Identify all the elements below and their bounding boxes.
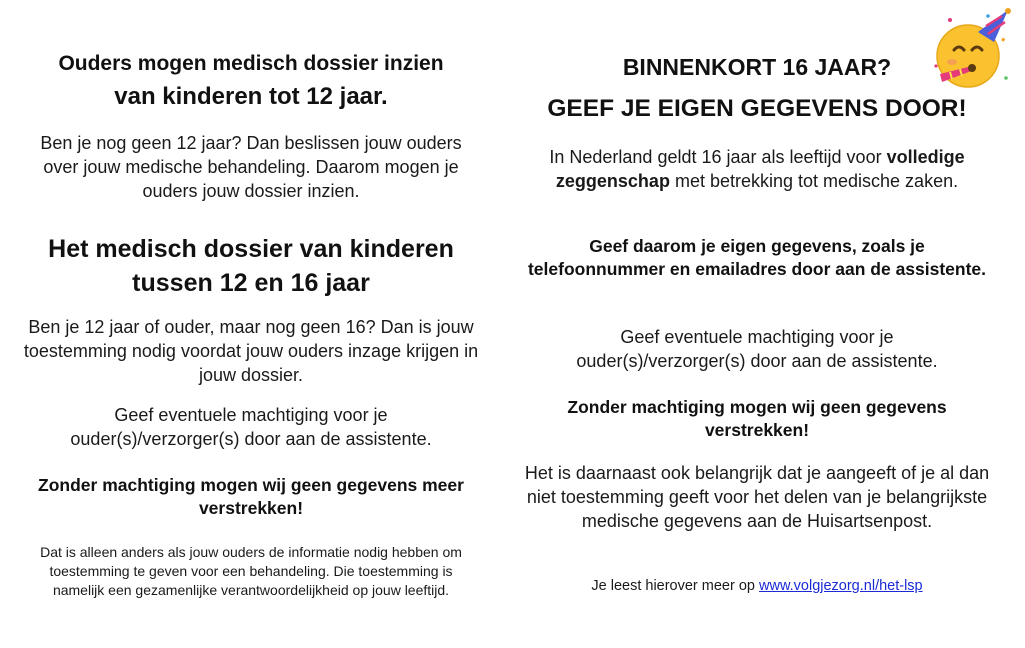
left-paragraph-2: Ben je 12 jaar of ouder, maar nog geen 16? Dan is jouw toestemming nodig voordat jouw ouders inzage krijgen in jouw dossier. [23,317,479,385]
right-bold-note: Zonder machtiging mogen wij geen gegevens verstrekken! [567,397,947,440]
left-small-note: Dat is alleen anders als jouw ouders de informatie nodig hebben om toestemming te geven voor een behandeling. Die toestemming is namelijk een gezamenlijke verantwoordelijkheid op jouw leeftijd. [40,544,462,598]
left-paragraph-3: Geef eventuele machtiging voor je ouder(s)/verzorger(s) door aan de assistente. [70,405,432,449]
right-heading-2: GEEF JE EIGEN GEGEVENS DOOR! [547,95,967,122]
right-paragraph-1-start: In Nederland geldt 16 jaar als leeftijd voor [549,147,882,167]
right-paragraph-3: Het is daarnaast ook belangrijk dat je aangeeft of je al dan niet toestemming geeft voor het delen van je belangrijkste medische gegevens aan de Huisartsenpost. [524,463,990,531]
party-face-icon [928,8,1012,92]
left-heading-1-line-1: Ouders mogen medisch dossier inzien [58,52,444,75]
left-heading-2: Het medisch dossier van kinderen tussen 12 en 16 jaar [48,235,454,297]
right-footer [512,577,1002,596]
right-paragraph-1 [512,145,1002,193]
right-heading-1: BINNENKORT 16 JAAR? [622,54,892,80]
left-bold-note: Zonder machtiging mogen wij geen gegevens meer verstrekken! [38,475,464,518]
right-bold-paragraph: Geef daarom je eigen gegevens, zoals je telefoonnummer en emailadres door aan de assistente. [527,236,987,279]
left-paragraph-1: Ben je nog geen 12 jaar? Dan beslissen jouw ouders over jouw medische behandeling. Daarom mogen je ouders jouw dossier inzien. [40,133,462,201]
lsp-link[interactable]: www.volgjezorg.nl/het-lsp [759,578,923,594]
right-paragraph-2: Geef eventuele machtiging voor je ouder(s)/verzorger(s) door aan de assistente. [576,327,938,371]
right-paragraph-1-bold: volledige zeggenschap [555,147,965,191]
left-heading-1-line-2: van kinderen tot 12 jaar. [114,83,388,110]
right-footer-text: Je leest hierover meer op [591,578,755,594]
right-paragraph-1-end: met betrekking tot medische zaken. [674,171,959,191]
